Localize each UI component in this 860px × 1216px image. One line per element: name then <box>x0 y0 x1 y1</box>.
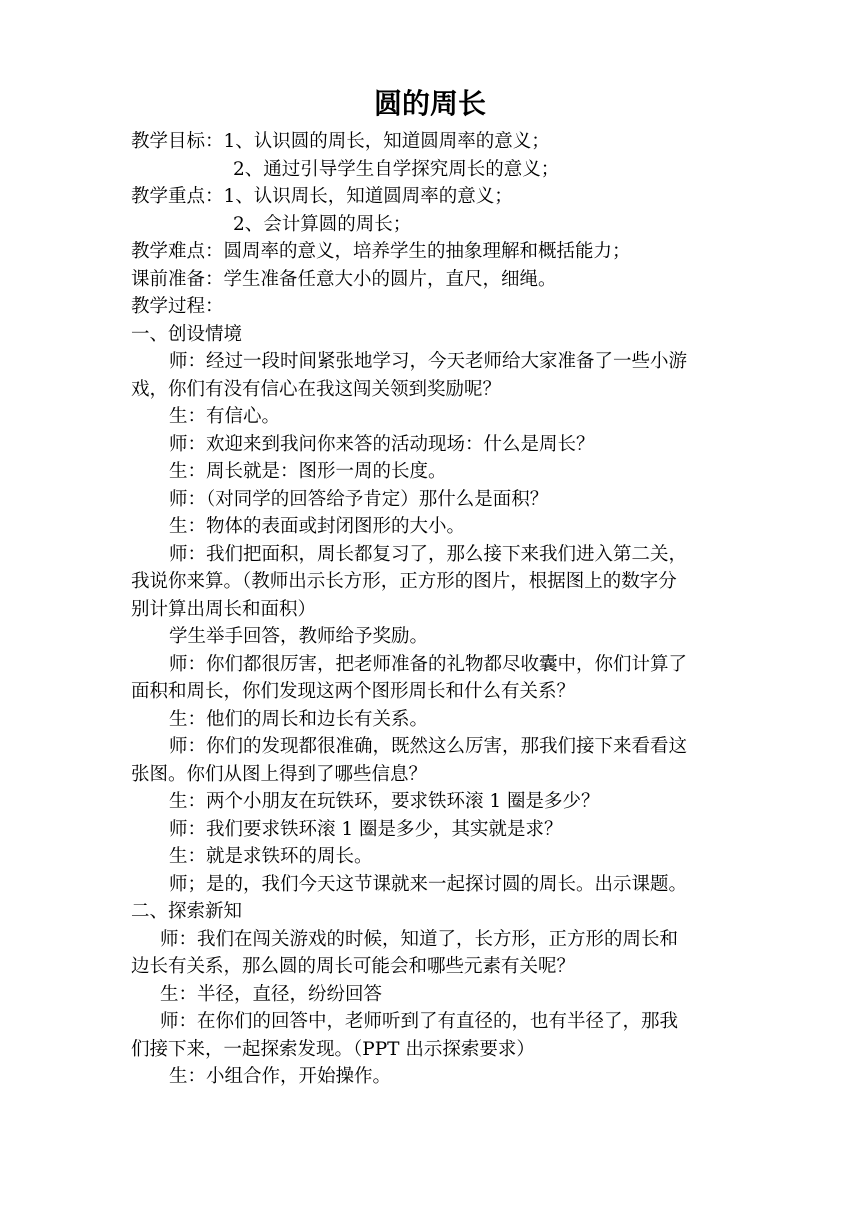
paragraph-line: 师：欢迎来到我问你来答的活动现场：什么是周长？ <box>169 434 595 455</box>
process-heading: 教学过程： <box>131 296 224 317</box>
goal-line-1: 教学目标：1、认识圆的周长，知道圆周率的意义； <box>131 131 550 152</box>
paragraph-line: 生：小组合作，开始操作。 <box>169 1066 392 1087</box>
paragraph-line: 师：经过一段时间紧张地学习，今天老师给大家准备了一些小游 <box>169 351 688 372</box>
paragraph-line: 生：物体的表面或封闭图形的大小。 <box>169 516 466 537</box>
preparation-line: 课前准备：学生准备任意大小的圆片，直尺，细绳。 <box>131 269 557 290</box>
paragraph-line: 我说你来算。（教师出示长方形，正方形的图片，根据图上的数字分 <box>131 571 677 592</box>
paragraph-line: 张图。你们从图上得到了哪些信息？ <box>131 764 428 785</box>
paragraph-line: 师；是的，我们今天这节课就来一起探讨圆的周长。出示课题。 <box>169 874 688 895</box>
paragraph-line: 学生举手回答，教师给予奖励。 <box>169 626 429 647</box>
section-heading-2: 二、探索新知 <box>131 901 243 922</box>
paragraph-line: 师：我们要求铁环滚 1 圈是多少，其实就是求？ <box>169 819 563 840</box>
paragraph-line: 生：周长就是：图形一周的长度。 <box>169 461 447 482</box>
focus-line-2: 2、会计算圆的周长； <box>233 214 412 235</box>
paragraph-line: 师：在你们的回答中，老师听到了有直径的，也有半径了，那我 <box>160 1011 679 1032</box>
paragraph-line: 生：两个小朋友在玩铁环，要求铁环滚 1 圈是多少？ <box>169 791 600 812</box>
paragraph-line: 戏，你们有没有信心在我这闯关领到奖励呢？ <box>131 379 502 400</box>
paragraph-line: 面积和周长，你们发现这两个图形周长和什么有关系？ <box>131 681 576 702</box>
paragraph-line: 师：（对同学的回答给予肯定）那什么是面积？ <box>169 489 549 510</box>
document-title: 圆的周长 <box>373 87 486 120</box>
paragraph-line: 边长有关系，那么圆的周长可能会和哪些元素有关呢？ <box>131 956 576 977</box>
paragraph-line: 师：你们都很厉害，把老师准备的礼物都尽收囊中，你们计算了 <box>169 654 688 675</box>
difficulty-line: 教学难点：圆周率的意义，培养学生的抽象理解和概括能力； <box>131 241 631 262</box>
paragraph-line: 师：我们在闯关游戏的时候，知道了，长方形，正方形的周长和 <box>160 929 679 950</box>
paragraph-line: 师：你们的发现都很准确，既然这么厉害，那我们接下来看看这 <box>169 736 688 757</box>
focus-line-1: 教学重点：1、认识周长，知道圆周率的意义； <box>131 186 513 207</box>
paragraph-line: 生：就是求铁环的周长。 <box>169 846 373 867</box>
paragraph-line: 别计算出周长和面积） <box>131 599 317 620</box>
goal-line-2: 2、通过引导学生自学探究周长的意义； <box>233 159 560 180</box>
paragraph-line: 师：我们把面积，周长都复习了，那么接下来我们进入第二关， <box>169 544 688 565</box>
paragraph-line: 们接下来，一起探索发现。（PPT 出示探索要求） <box>131 1039 535 1060</box>
paragraph-line: 生：有信心。 <box>169 406 281 427</box>
section-heading-1: 一、创设情境 <box>131 324 243 345</box>
paragraph-line: 生：他们的周长和边长有关系。 <box>169 709 429 730</box>
paragraph-line: 生：半径，直径，纷纷回答 <box>160 984 383 1005</box>
